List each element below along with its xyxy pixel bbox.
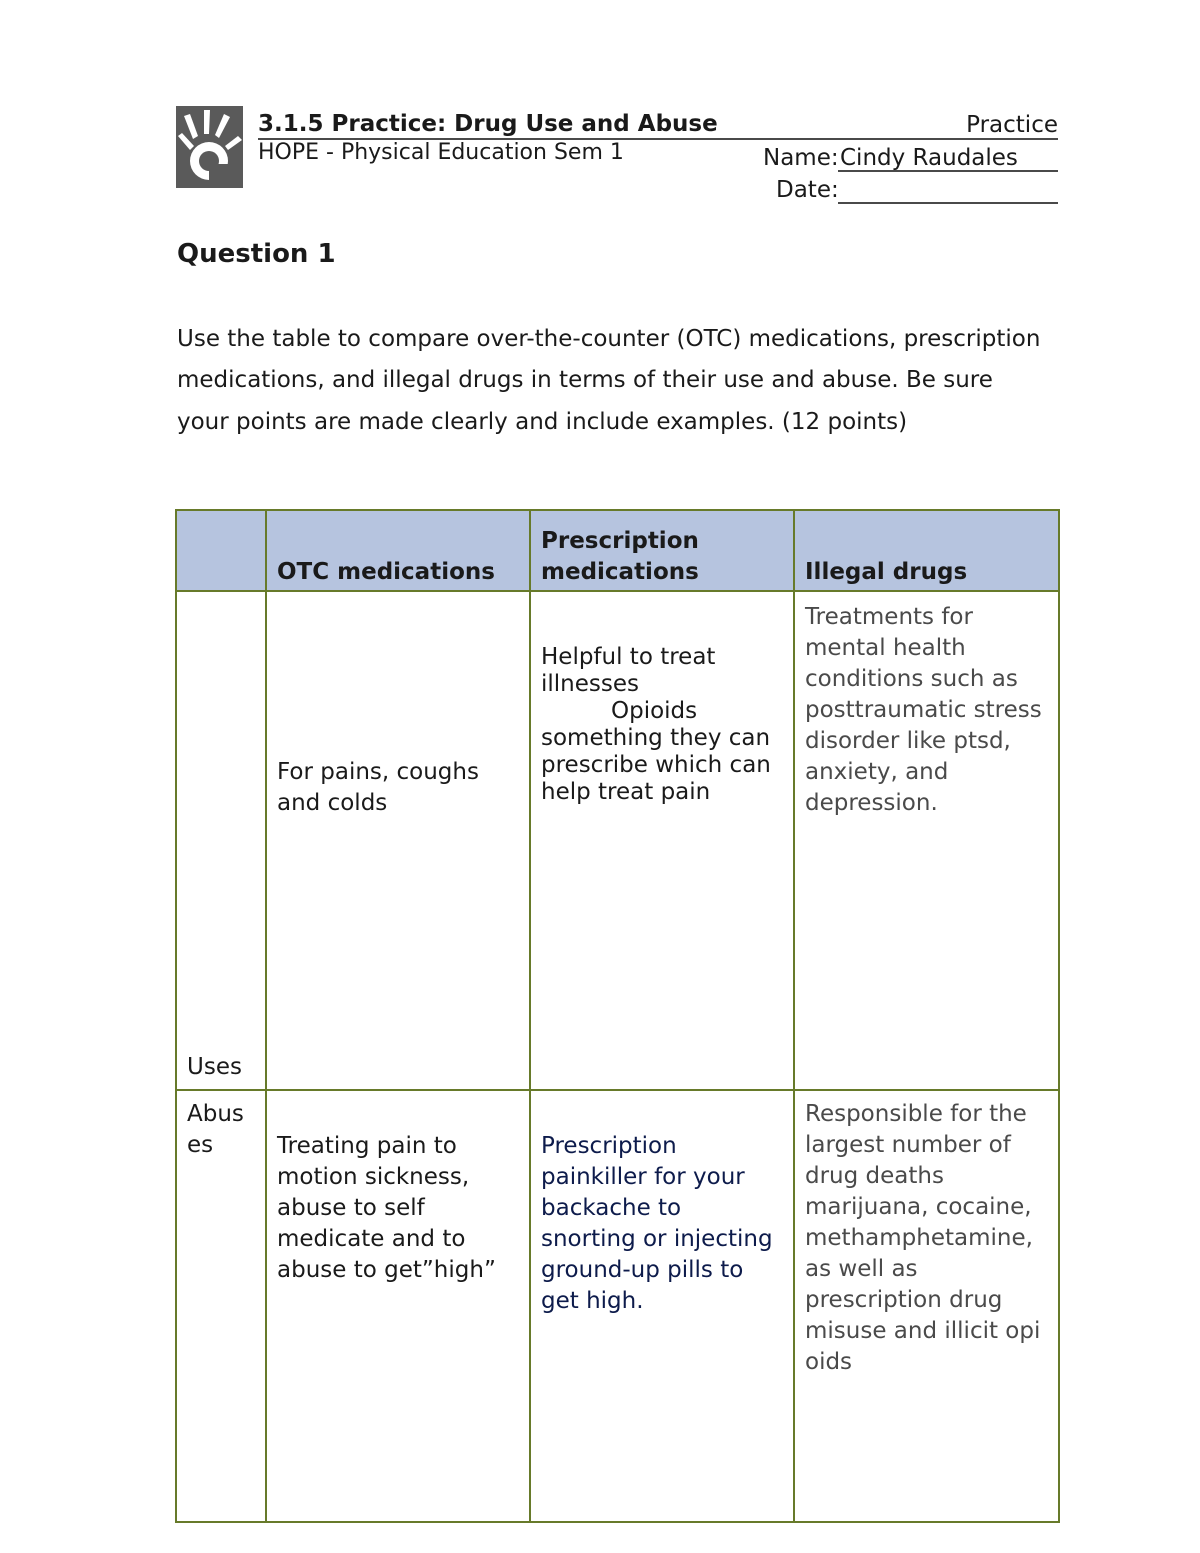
row-label-abuses: Abus es (176, 1090, 266, 1522)
header-cell-otc: OTC medications (266, 510, 530, 591)
cell-uses-prescription-line1: Helpful to treat illnesses (541, 644, 716, 697)
table-row-uses (176, 591, 1059, 1090)
cell-abuses-otc[interactable]: Treating pain to motion sickness, abuse to self medicate and to abuse to get”high” (266, 1090, 530, 1522)
name-label: Name: (763, 145, 839, 171)
comparison-table (175, 509, 1060, 1523)
header-cell-empty (176, 510, 266, 591)
cell-uses-prescription[interactable] (530, 591, 794, 1090)
date-field[interactable] (838, 202, 1058, 204)
header-cell-illegal: Illegal drugs (794, 510, 1059, 591)
document-title: 3.1.5 Practice: Drug Use and Abuse (258, 111, 718, 137)
course-subtitle: HOPE - Physical Education Sem 1 (258, 140, 624, 165)
cell-uses-otc[interactable]: For pains, coughs and colds (266, 591, 530, 1090)
row-label-uses: Uses (176, 591, 266, 1090)
header-cell-prescription: Prescription medications (530, 510, 794, 591)
date-label: Date: (776, 177, 839, 203)
document-type-label: Practice (966, 112, 1058, 138)
name-underline (838, 170, 1058, 172)
question-heading: Question 1 (177, 239, 336, 269)
cell-uses-prescription-line2: Opioids (611, 698, 698, 724)
table-header-row (176, 510, 1059, 591)
cell-uses-illegal[interactable]: Treatments for mental health conditions such as posttraumatic stress disorder like ptsd, anxiety, and depression. (794, 591, 1059, 1090)
question-prompt: Use the table to compare over-the-counter (OTC) medications, prescription medications, and illegal drugs in terms of their use and abuse. Be sure your points are made clearly and include examples. (12 points) (177, 326, 1041, 435)
cell-abuses-prescription[interactable]: Prescription painkiller for your backache to snorting or injecting ground-up pills to get high. (530, 1090, 794, 1522)
cell-abuses-illegal[interactable]: Responsible for the largest number of drug deaths marijuana, cocaine, methamphetamine, as well as prescription drug misuse and illicit opi oids (794, 1090, 1059, 1522)
school-logo-icon (176, 106, 243, 188)
name-field[interactable]: Cindy Raudales (840, 145, 1018, 171)
cell-uses-prescription-line3: something they can prescribe which can help treat pain (541, 725, 771, 805)
table-row-abuses (176, 1090, 1059, 1522)
